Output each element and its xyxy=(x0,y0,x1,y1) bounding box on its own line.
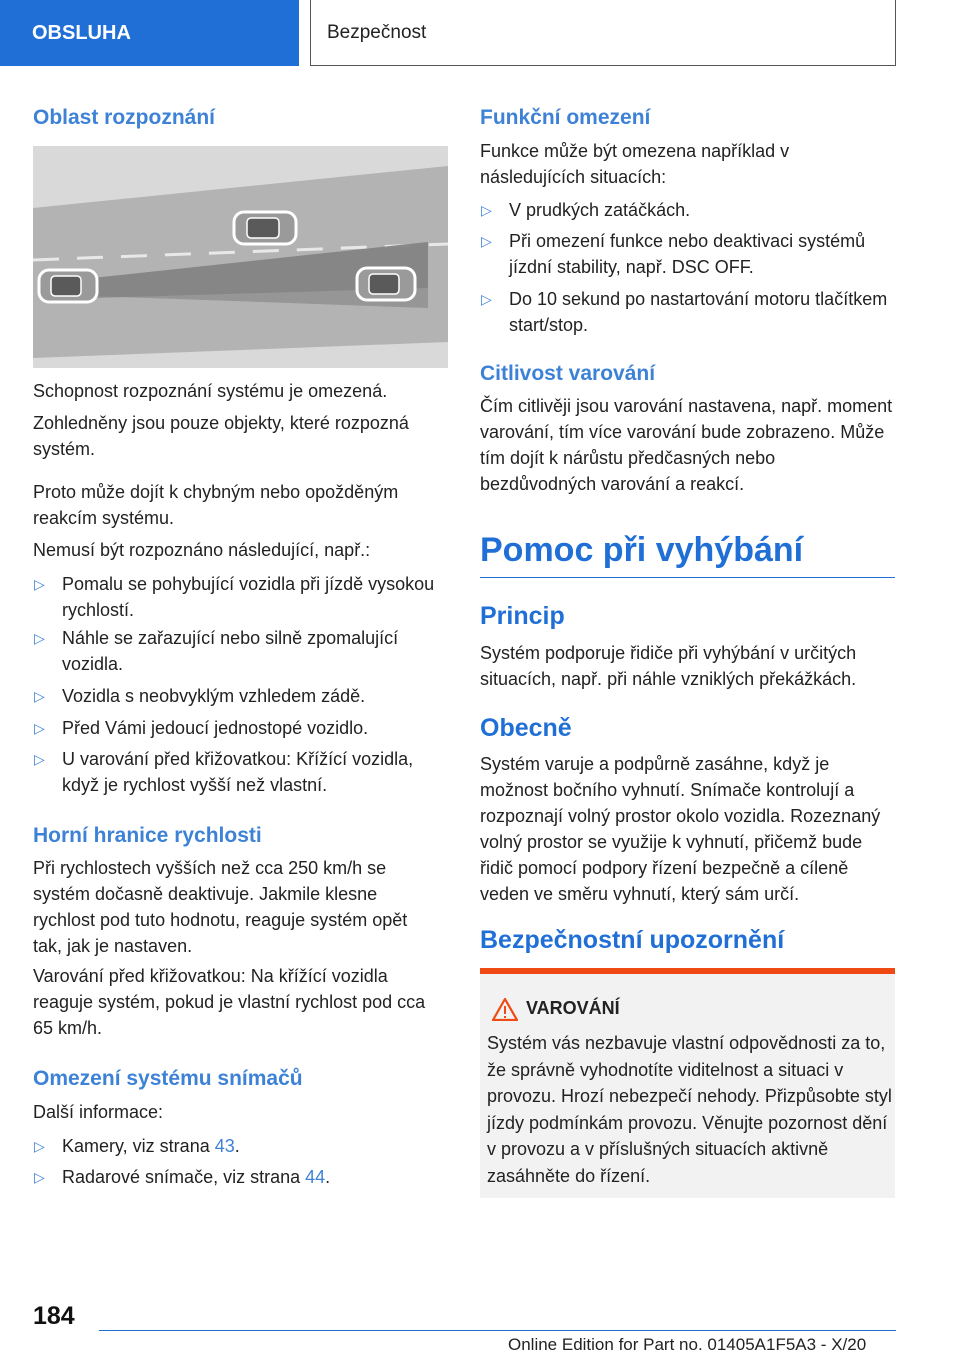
heading-pomoc: Pomoc při vyhýbání xyxy=(480,531,804,569)
warning-text: Systém vás nezbavuje vlastní odpovědnosti za to, že správně vyhodnotíte viditelnost a situaci v provozu. Hrozí nebezpečí nehody. Přizpůsobte styl jízdy podmínkám provozu. Věnujte pozornost dění v provozu a v příslušných situacích aktivně zasáhněte do řízení. xyxy=(487,1033,892,1186)
triangle-bullet-icon: ▷ xyxy=(34,720,45,736)
paragraph: Proto může dojít k chybným nebo opožděným reakcím systému. xyxy=(33,482,399,528)
list-item: ▷ V prudkých zatáčkách. xyxy=(480,197,894,223)
page-number: 184 xyxy=(33,1302,75,1330)
warning-triangle-icon xyxy=(492,998,518,1026)
paragraph: Varování před křižovatkou: Na křížící vozidla reaguje systém, pokud je vlastní rychlost pod cca 65 km/h. xyxy=(33,966,426,1038)
heading-omezeni: Omezení systému snímačů xyxy=(33,1067,303,1090)
chapter-header xyxy=(310,0,896,66)
heading-citlivost: Citlivost varování xyxy=(480,362,656,385)
list-item: ▷ Do 10 sekund po nastartování motoru tlačítkem start/stop. xyxy=(480,286,894,338)
car-icon-right xyxy=(357,268,415,300)
car-icon-left xyxy=(39,270,97,302)
list-item: ▷ Pomalu se pohybující vozidla při jízdě vysokou rychlostí. xyxy=(33,571,447,623)
heading-rule xyxy=(480,577,895,578)
list-item: ▷ Před Vámi jedoucí jednostopé vozidlo. xyxy=(33,715,447,741)
list-item: ▷ Radarové snímače, viz strana 44. xyxy=(33,1164,447,1190)
heading-oblast: Oblast rozpoznání xyxy=(33,106,216,129)
list-item: ▷ Vozidla s neobvyklým vzhledem zádě. xyxy=(33,683,447,709)
triangle-bullet-icon: ▷ xyxy=(481,291,492,307)
paragraph: Zohledněny jsou pouze objekty, které rozpozná systém. xyxy=(33,413,409,459)
heading-princip: Princip xyxy=(480,602,565,630)
paragraph: Další informace: xyxy=(33,1102,164,1122)
heading-funkcni: Funkční omezení xyxy=(480,106,651,129)
paragraph: Schopnost rozpoznání systému je omezená. xyxy=(33,381,388,401)
list-item: ▷ Náhle se zařazující nebo silně zpomalující vozidla. xyxy=(33,625,447,677)
road-diagram-svg xyxy=(33,146,448,368)
section-label: OBSLUHA xyxy=(32,21,131,44)
triangle-bullet-icon: ▷ xyxy=(34,630,45,646)
triangle-bullet-icon: ▷ xyxy=(481,202,492,218)
triangle-bullet-icon: ▷ xyxy=(34,576,45,592)
detection-area-illustration xyxy=(33,146,448,368)
page-link-43[interactable]: 43 xyxy=(214,1136,235,1156)
heading-bezpecnostni: Bezpečnostní upozornění xyxy=(480,926,785,954)
triangle-bullet-icon: ▷ xyxy=(34,751,45,767)
triangle-bullet-icon: ▷ xyxy=(34,688,45,704)
paragraph: Systém podporuje řidiče při vyhýbání v určitých situacích, např. při náhle vzniklých překážkách. xyxy=(480,643,857,689)
list-item: ▷ Při omezení funkce nebo deaktivaci systémů jízdní stability, např. DSC OFF. xyxy=(480,228,894,280)
heading-obecne: Obecně xyxy=(480,714,572,742)
section-tab xyxy=(0,0,299,66)
edition-note: Online Edition for Part no. 01405A1F5A3 - X/20 xyxy=(508,1335,867,1354)
paragraph: Při rychlostech vyšších než cca 250 km/h se systém dočasně deaktivuje. Jakmile klesne rychlost pod tuto hodnotu, reaguje systém opět tak, jak je nastaven. xyxy=(33,858,408,956)
triangle-bullet-icon: ▷ xyxy=(34,1138,45,1154)
paragraph: Nemusí být rozpoznáno následující, např.: xyxy=(33,540,371,560)
footer-rule xyxy=(99,1330,896,1331)
list-item: ▷ U varování před křižovatkou: Křížící vozidla, když je rychlost vyšší než vlastní. xyxy=(33,746,447,798)
warning-title: VAROVÁNÍ xyxy=(526,998,620,1018)
heading-horni: Horní hranice rychlosti xyxy=(33,824,262,847)
triangle-bullet-icon: ▷ xyxy=(481,233,492,249)
paragraph: Systém varuje a podpůrně zasáhne, když je možnost bočního vyhnutí. Snímače kontrolují a rozpoznají volný prostor okolo vozidla. Rozeznaný volný prostor se využije k vyhnutí, přičemž bude řidič pomocí podpory řízení bezpečně a cíleně veden ve směru vyhnutí, který sám určí. xyxy=(480,754,881,904)
list-item: ▷ Kamery, viz strana 43. xyxy=(33,1133,447,1159)
warning-box xyxy=(480,968,895,1198)
paragraph: Čím citlivěji jsou varování nastavena, např. moment varování, tím více varování bude zobrazeno. Může tím dojít k nárůstu předčasných nebo bezdůvodných varování a reakcí. xyxy=(480,396,893,494)
chapter-title: Bezpečnost xyxy=(327,21,427,43)
triangle-bullet-icon: ▷ xyxy=(34,1169,45,1185)
car-icon-top xyxy=(234,212,296,244)
page-link-44[interactable]: 44 xyxy=(305,1167,326,1187)
paragraph: Funkce může být omezena například v následujících situacích: xyxy=(480,141,790,187)
